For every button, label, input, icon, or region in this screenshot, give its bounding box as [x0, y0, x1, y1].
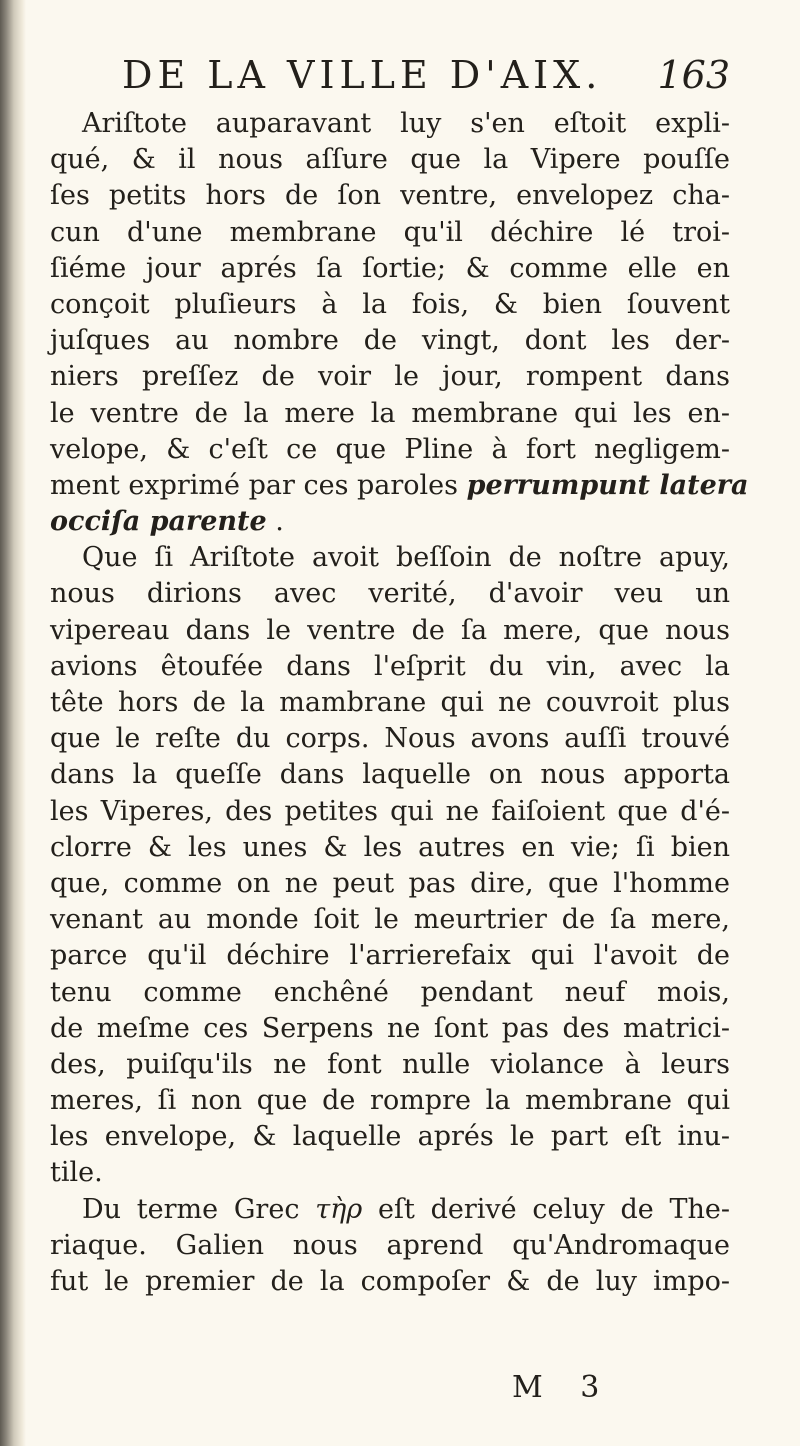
page-number: 163 [657, 53, 730, 97]
paragraph-3 [50, 1192, 730, 1301]
text-segment: ment exprimé par ces paroles [50, 469, 459, 501]
text-line: parce qu'il déchire l'arrierefaix qui l'avoit de [50, 940, 730, 972]
text-line: venant au monde ſoit le meurtrier de ſa mere, [50, 904, 730, 936]
text-line: ſes petits hors de ſon ventre, envelopez cha- [50, 180, 730, 212]
text-line: cun d'une membrane qu'il déchire lé troi- [50, 216, 730, 248]
text-line: velope, & c'eſt ce que Pline à fort negligem- [50, 433, 730, 465]
text-line: Ariſtote auparavant luy s'en eſtoit expli- [82, 108, 730, 139]
text-line: Que ſi Ariſtote avoit beſſoin de noſtre apuy, [82, 542, 730, 574]
latin-quote: perrumpunt latera [466, 469, 749, 501]
text-line-with-greek [50, 1192, 730, 1228]
text-line: que, comme on ne peut pas dire, que l'homme [50, 867, 730, 899]
text-line: avions êtoufée dans l'eſprit du vin, avec la [50, 650, 730, 682]
page-text-block [50, 48, 749, 1300]
text-line: tile. [50, 1157, 103, 1189]
signature-mark: M 3 [512, 1370, 614, 1405]
text-line: le ventre de la mere la membrane qui les en- [50, 397, 730, 429]
text-line: dans la queſſe dans laquelle on nous apporta [50, 759, 730, 791]
text-line: que le reſte du corps. Nous avons auſſi trouvé [50, 723, 730, 755]
paragraph-2 [50, 540, 730, 1191]
text-line: tenu comme enchêné pendant neuf mois, [50, 976, 730, 1008]
text-line-italic [50, 504, 730, 540]
text-line: meres, ſi non que de rompre la membrane qui [50, 1085, 730, 1117]
text-line: clorre & les unes & les autres en vie; ſi bien [50, 831, 730, 863]
text-line: tête hors de la mambrane qui ne couvroit plus [50, 687, 730, 718]
text-segment: Du terme Grec [82, 1193, 300, 1225]
text-segment: eſt derivé celuy de The- [377, 1193, 731, 1225]
text-line: fut le premier de la compoſer & de luy impo- [50, 1266, 730, 1297]
page-header [50, 48, 730, 106]
latin-quote: occiſa parente [50, 506, 267, 538]
text-line: conçoit pluſieurs à la fois, & bien ſouvent [50, 288, 730, 320]
text-line: de meſme ces Serpens ne ſont pas des matrici- [50, 1012, 730, 1044]
paragraph-1 [50, 106, 749, 540]
text-line: riaque. Galien nous aprend qu'Andromaque [50, 1229, 730, 1261]
greek-word: τὴρ [315, 1193, 363, 1225]
running-head: DE LA VILLE D'AIX. [122, 53, 603, 97]
text-line-with-italic [50, 468, 749, 504]
text-line: les envelope, & laquelle aprés le part eſt inu- [50, 1121, 730, 1153]
text-line: les Viperes, des petites qui ne faiſoient que d'é- [50, 795, 730, 827]
text-line: niers preſſez de voir le jour, rompent dans [50, 361, 730, 393]
text-line: nous dirions avec verité, d'avoir veu un [50, 578, 730, 610]
text-line: qué, & il nous aſſure que la Vipere pouſſe [50, 144, 730, 176]
text-segment: . [266, 506, 284, 538]
page-gutter-shadow [0, 0, 26, 1446]
text-line: juſques au nombre de vingt, dont les der- [50, 325, 730, 357]
text-line: ſiéme jour aprés ſa ſortie; & comme elle en [50, 252, 730, 284]
text-line: des, puiſqu'ils ne font nulle violance à leurs [50, 1048, 730, 1080]
text-line: vipereau dans le ventre de ſa mere, que nous [50, 614, 730, 646]
